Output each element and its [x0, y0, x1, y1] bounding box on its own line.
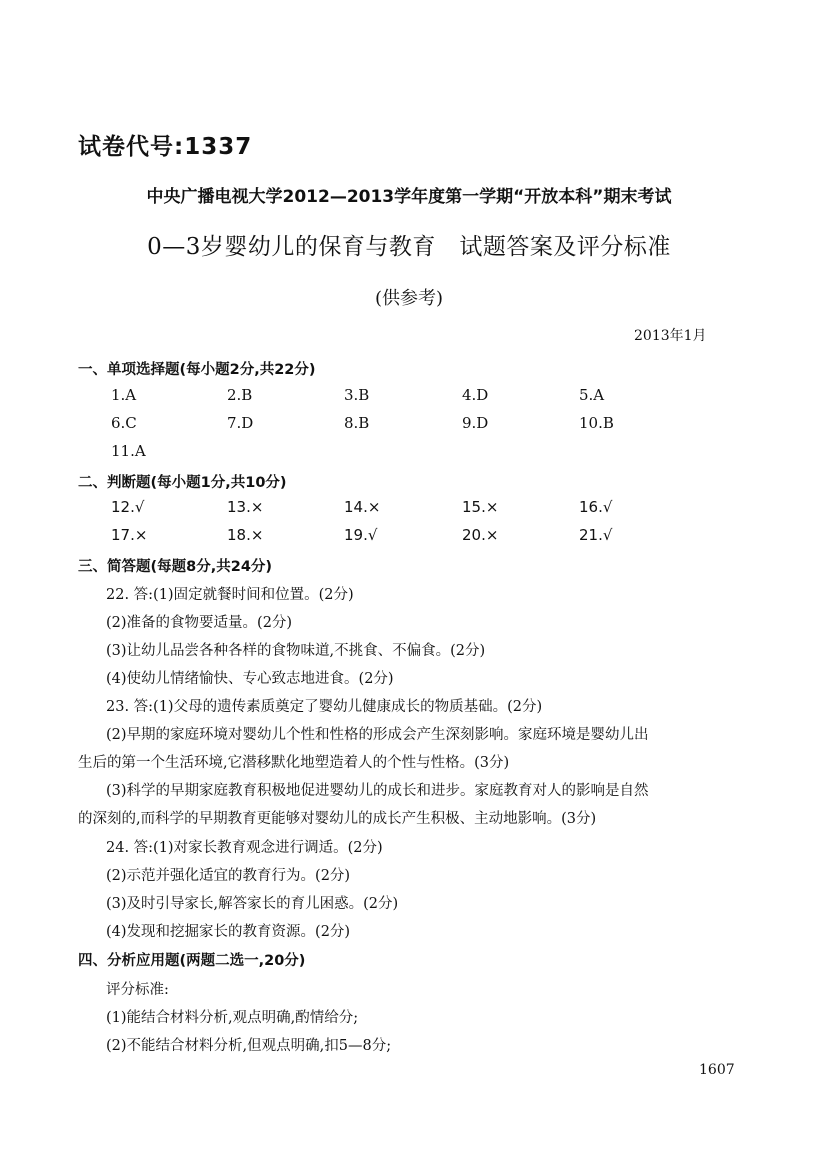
answer-item: 3.B: [344, 386, 370, 404]
answer-line: (3)让幼儿品尝各种各样的食物味道,不挑食、不偏食。(2分): [106, 643, 486, 659]
answer-item: 20.×: [462, 526, 499, 544]
section-heading-true-false: 二、判断题(每小题1分,共10分): [78, 475, 287, 491]
answer-item: 16.√: [579, 498, 613, 516]
section-heading-analysis: 四、分析应用题(两题二选一,20分): [78, 953, 306, 969]
answer-line: (1)能结合材料分析,观点明确,酌情给分;: [106, 1010, 359, 1026]
answer-item: 7.D: [227, 414, 254, 432]
answer-item: 6.C: [111, 414, 137, 432]
answer-line: 的深刻的,而科学的早期教育更能够对婴幼儿的成长产生积极、主动地影响。(3分): [78, 811, 597, 827]
answer-line: 23. 答:(1)父母的遗传素质奠定了婴幼儿健康成长的物质基础。(2分): [106, 699, 543, 715]
answer-item: 18.×: [227, 526, 264, 544]
answer-item: 9.D: [462, 414, 489, 432]
answer-line: 22. 答:(1)固定就餐时间和位置。(2分): [106, 587, 354, 603]
answer-item: 21.√: [579, 526, 613, 544]
answer-line: (2)不能结合材料分析,但观点明确,扣5—8分;: [106, 1038, 392, 1054]
answer-item: 10.B: [579, 414, 614, 432]
answer-line: (2)准备的食物要适量。(2分): [106, 615, 293, 631]
answer-item: 5.A: [579, 386, 605, 404]
answer-item: 2.B: [227, 386, 253, 404]
reference-note: (供参考): [374, 288, 444, 309]
answer-item: 15.×: [462, 498, 499, 516]
answer-line: 24. 答:(1)对家长教育观念进行调适。(2分): [106, 840, 383, 856]
section-heading-short-answer: 三、简答题(每题8分,共24分): [78, 559, 273, 575]
paper-code: 试卷代号:1337: [78, 134, 253, 160]
answer-line: (2)示范并强化适宜的教育行为。(2分): [106, 868, 351, 884]
exam-date: 2013年1月: [634, 328, 707, 344]
answer-item: 8.B: [344, 414, 370, 432]
page-number: 1607: [699, 1062, 735, 1078]
answer-line: (4)发现和挖掘家长的教育资源。(2分): [106, 924, 351, 940]
answer-item: 13.×: [227, 498, 264, 516]
answer-item: 19.√: [344, 526, 378, 544]
answer-item: 12.√: [111, 498, 145, 516]
answer-item: 11.A: [111, 442, 146, 460]
answer-line: 评分标准:: [106, 982, 169, 998]
answer-line: (4)使幼儿情绪愉快、专心致志地进食。(2分): [106, 671, 394, 687]
exam-heading: 中央广播电视大学2012—2013学年度第一学期“开放本科”期末考试: [146, 187, 672, 207]
answer-line: (2)早期的家庭环境对婴幼儿个性和性格的形成会产生深刻影响。家庭环境是婴幼儿出: [106, 727, 649, 743]
answer-item: 4.D: [462, 386, 489, 404]
document-title: 0—3岁婴幼儿的保育与教育 试题答案及评分标准: [147, 234, 671, 260]
answer-item: 1.A: [111, 386, 137, 404]
answer-line: (3)科学的早期家庭教育积极地促进婴幼儿的成长和进步。家庭教育对人的影响是自然: [106, 783, 649, 799]
answer-line: (3)及时引导家长,解答家长的育儿困惑。(2分): [106, 896, 399, 912]
answer-item: 17.×: [111, 526, 148, 544]
section-heading-single-choice: 一、单项选择题(每小题2分,共22分): [78, 362, 316, 378]
answer-line: 生后的第一个生活环境,它潜移默化地塑造着人的个性与性格。(3分): [78, 755, 510, 771]
answer-item: 14.×: [344, 498, 381, 516]
